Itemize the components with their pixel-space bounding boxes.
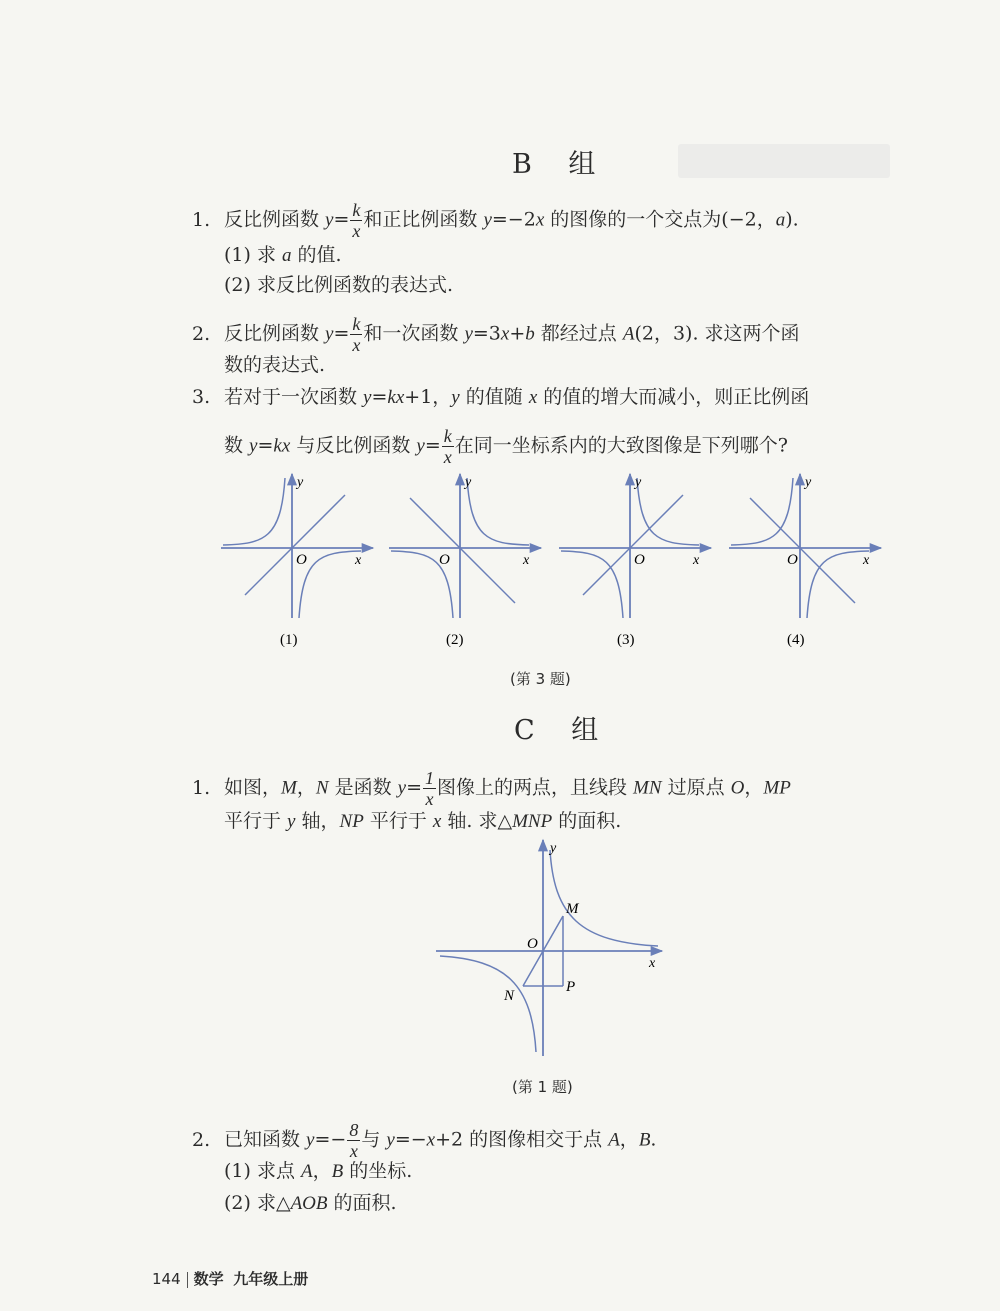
x-axis-label: x (693, 553, 700, 568)
hyperbola-branch (561, 551, 623, 618)
label-o: O (527, 936, 538, 952)
hyperbola-branch-third-quadrant (440, 956, 536, 1052)
c-q2-sub-2: (2) 求△AOB 的面积. (224, 1192, 397, 1214)
fraction-8-over-x: $\frac{8}{x}$ (349, 1120, 359, 1161)
b-q3-continued: 数 y=kx 与反比例函数 y= $\frac{k}{x}$ 在同一坐标系内的大致图像是下列哪个? (224, 426, 788, 467)
option-graphs (215, 468, 885, 658)
footer-divider (187, 1272, 188, 1288)
b-q1-sub-1: (1) 求 a 的值. (224, 244, 342, 266)
b-question-3: 3. 若对于一次函数 y=kx+1，y 的值随 x 的值的增大而减小，则正比例函 (192, 386, 810, 408)
option-graph-1 (221, 474, 373, 648)
fraction-1-over-x: $\frac{1}{x}$ (425, 768, 434, 809)
y-axis-label: y (550, 841, 557, 856)
c-question-2: 2. 已知函数 y=− $\frac{8}{x}$ 与 y=−x+2 的图像相交于点 A，B. (192, 1120, 657, 1161)
group-c-title: C 组 (514, 715, 613, 746)
x-axis-label: x (355, 553, 362, 568)
hyperbola-branch (467, 478, 529, 545)
hyperbola-branch (731, 478, 793, 545)
fraction-k-over-x: $\frac{k}{x}$ (443, 426, 452, 467)
group-b-title: B 组 (512, 149, 610, 180)
label-m: M (566, 901, 579, 917)
y-axis-label: y (297, 475, 304, 490)
y-axis-label: y (465, 475, 472, 490)
footer-grade: 九年级上册 (233, 1270, 309, 1288)
x-axis-label: x (523, 553, 530, 568)
b-q1-number: 1. (192, 208, 211, 231)
option-label-1: (1) (280, 632, 298, 648)
origin-label: O (296, 552, 307, 568)
y-axis-label: y (635, 475, 642, 490)
mnp-figure (430, 834, 670, 1060)
option-label-2: (2) (446, 632, 464, 648)
line-y-kx (750, 498, 855, 603)
hyperbola-branch (223, 478, 285, 545)
b-question-2: 2. 反比例函数 y= $\frac{k}{x}$ 和一次函数 y=3x+b 都经过点 A(2，3). 求这两个函 (192, 314, 800, 355)
line-y-kx (583, 495, 683, 595)
b-question-1: 1. 反比例函数 y= $\frac{k}{x}$ 和正比例函数 y=−2x 的图像的一个交点为(−2，a). (192, 200, 799, 241)
option-graph-2 (389, 474, 541, 648)
y-axis-label: y (805, 475, 812, 490)
option-graph-4 (729, 474, 881, 648)
origin-label: O (439, 552, 450, 568)
footer-subject: 数学 (193, 1270, 224, 1288)
fraction-k-over-x: $\frac{k}{x}$ (352, 200, 361, 241)
page-footer (152, 1268, 308, 1289)
hyperbola-branch (807, 551, 869, 618)
hyperbola-branch (299, 551, 361, 618)
graphs-caption: (第 3 题) (510, 670, 571, 688)
hyperbola-branch (637, 478, 699, 545)
c-question-1: 1. 如图，M，N 是函数 y= $\frac{1}{x}$ 图像上的两点，且线段 MN 过原点 O，MP (192, 768, 791, 809)
c-q2-sub-1: (1) 求点 A，B 的坐标. (224, 1160, 413, 1182)
option-label-4: (4) (787, 632, 805, 648)
label-n: N (504, 988, 515, 1004)
x-axis-label: x (863, 553, 870, 568)
option-graph-3 (559, 474, 711, 648)
page-number: 144 (152, 1270, 181, 1288)
option-label-3: (3) (617, 632, 635, 648)
line-y-kx (245, 495, 345, 595)
hyperbola-branch-first-quadrant (550, 850, 658, 946)
margin-tab-mark (678, 144, 890, 178)
line-y-kx (410, 498, 515, 603)
fraction-k-over-x: $\frac{k}{x}$ (352, 314, 361, 355)
c-q1-continued: 平行于 y 轴，NP 平行于 x 轴. 求△MNP 的面积. (224, 810, 622, 832)
label-p: P (566, 979, 576, 995)
b-q1-sub-2: (2) 求反比例函数的表达式. (224, 274, 453, 296)
figure-caption: (第 1 题) (512, 1078, 573, 1096)
origin-label: O (634, 552, 645, 568)
x-axis-label: x (649, 956, 656, 971)
b-q2-continued: 数的表达式. (224, 354, 326, 376)
origin-label: O (787, 552, 798, 568)
